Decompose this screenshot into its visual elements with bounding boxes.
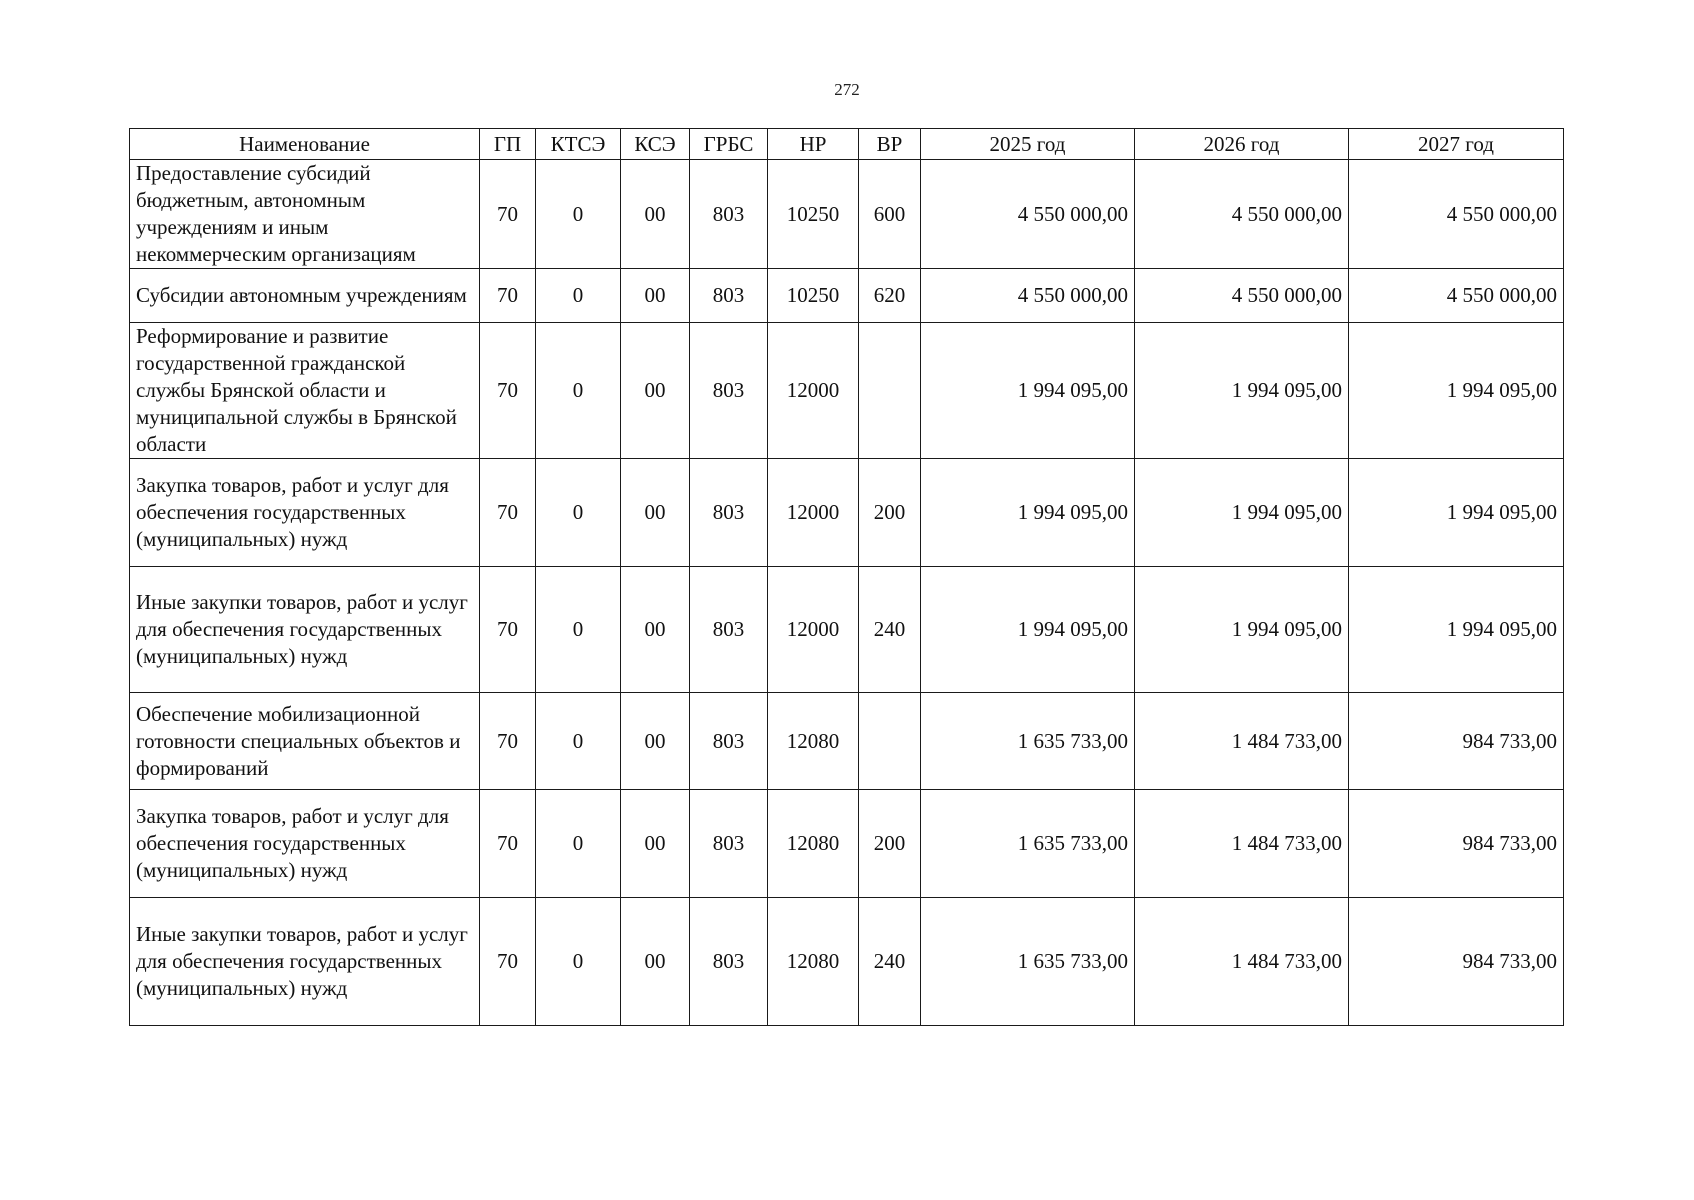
row-kse: 00 bbox=[621, 790, 690, 898]
row-vr: 240 bbox=[859, 567, 921, 693]
row-amount-2026: 4 550 000,00 bbox=[1135, 160, 1349, 269]
row-grbs: 803 bbox=[690, 160, 768, 269]
table-row bbox=[130, 898, 1564, 1026]
header-vr: ВР bbox=[859, 129, 921, 160]
table-row bbox=[130, 567, 1564, 693]
row-vr: 200 bbox=[859, 459, 921, 567]
table-row bbox=[130, 459, 1564, 567]
row-gp: 70 bbox=[480, 459, 536, 567]
row-kse: 00 bbox=[621, 898, 690, 1026]
row-nr: 12000 bbox=[768, 459, 859, 567]
row-kse: 00 bbox=[621, 160, 690, 269]
row-kse: 00 bbox=[621, 269, 690, 323]
row-amount-2025: 1 635 733,00 bbox=[921, 693, 1135, 790]
row-name: Предоставление субсидий бюджетным, автономным учреждениям и иным некоммерческим организациям bbox=[130, 160, 480, 269]
row-amount-2027: 984 733,00 bbox=[1349, 898, 1564, 1026]
row-grbs: 803 bbox=[690, 323, 768, 459]
row-amount-2027: 1 994 095,00 bbox=[1349, 459, 1564, 567]
row-grbs: 803 bbox=[690, 898, 768, 1026]
header-row bbox=[130, 129, 1564, 160]
row-amount-2026: 1 994 095,00 bbox=[1135, 567, 1349, 693]
row-amount-2025: 1 994 095,00 bbox=[921, 323, 1135, 459]
row-vr bbox=[859, 693, 921, 790]
row-nr: 12000 bbox=[768, 323, 859, 459]
table-row bbox=[130, 323, 1564, 459]
row-nr: 12080 bbox=[768, 898, 859, 1026]
row-ktse: 0 bbox=[536, 160, 621, 269]
row-grbs: 803 bbox=[690, 269, 768, 323]
row-amount-2026: 1 484 733,00 bbox=[1135, 790, 1349, 898]
header-grbs: ГРБС bbox=[690, 129, 768, 160]
row-ktse: 0 bbox=[536, 323, 621, 459]
row-name: Закупка товаров, работ и услуг для обеспечения государственных (муниципальных) нужд bbox=[130, 459, 480, 567]
table-row bbox=[130, 693, 1564, 790]
row-nr: 12080 bbox=[768, 790, 859, 898]
row-name: Обеспечение мобилизационной готовности специальных объектов и формирований bbox=[130, 693, 480, 790]
row-amount-2026: 1 484 733,00 bbox=[1135, 693, 1349, 790]
row-grbs: 803 bbox=[690, 693, 768, 790]
row-ktse: 0 bbox=[536, 567, 621, 693]
row-kse: 00 bbox=[621, 323, 690, 459]
row-amount-2025: 1 994 095,00 bbox=[921, 567, 1135, 693]
header-name: Наименование bbox=[130, 129, 480, 160]
row-amount-2025: 1 635 733,00 bbox=[921, 790, 1135, 898]
row-name: Иные закупки товаров, работ и услуг для обеспечения государственных (муниципальных) нужд bbox=[130, 898, 480, 1026]
row-gp: 70 bbox=[480, 160, 536, 269]
row-ktse: 0 bbox=[536, 898, 621, 1026]
header-nr: НР bbox=[768, 129, 859, 160]
header-ktse: КТСЭ bbox=[536, 129, 621, 160]
row-amount-2026: 4 550 000,00 bbox=[1135, 269, 1349, 323]
row-ktse: 0 bbox=[536, 693, 621, 790]
page-number: 272 bbox=[834, 80, 860, 99]
row-amount-2025: 1 994 095,00 bbox=[921, 459, 1135, 567]
row-kse: 00 bbox=[621, 693, 690, 790]
row-ktse: 0 bbox=[536, 459, 621, 567]
row-grbs: 803 bbox=[690, 567, 768, 693]
row-vr: 620 bbox=[859, 269, 921, 323]
row-gp: 70 bbox=[480, 269, 536, 323]
row-name: Реформирование и развитие государственной гражданской службы Брянской области и муниципальной службы в Брянской области bbox=[130, 323, 480, 459]
row-gp: 70 bbox=[480, 323, 536, 459]
row-amount-2026: 1 994 095,00 bbox=[1135, 323, 1349, 459]
header-kse: КСЭ bbox=[621, 129, 690, 160]
row-amount-2026: 1 994 095,00 bbox=[1135, 459, 1349, 567]
row-amount-2025: 4 550 000,00 bbox=[921, 269, 1135, 323]
row-ktse: 0 bbox=[536, 790, 621, 898]
row-grbs: 803 bbox=[690, 459, 768, 567]
row-nr: 12080 bbox=[768, 693, 859, 790]
row-name: Закупка товаров, работ и услуг для обеспечения государственных (муниципальных) нужд bbox=[130, 790, 480, 898]
row-amount-2027: 4 550 000,00 bbox=[1349, 160, 1564, 269]
table-row bbox=[130, 160, 1564, 269]
table-row bbox=[130, 269, 1564, 323]
row-nr: 12000 bbox=[768, 567, 859, 693]
row-name: Субсидии автономным учреждениям bbox=[130, 269, 480, 323]
row-amount-2025: 4 550 000,00 bbox=[921, 160, 1135, 269]
row-vr bbox=[859, 323, 921, 459]
row-kse: 00 bbox=[621, 459, 690, 567]
row-amount-2027: 984 733,00 bbox=[1349, 790, 1564, 898]
row-amount-2027: 1 994 095,00 bbox=[1349, 567, 1564, 693]
row-gp: 70 bbox=[480, 898, 536, 1026]
row-gp: 70 bbox=[480, 790, 536, 898]
row-gp: 70 bbox=[480, 567, 536, 693]
row-vr: 240 bbox=[859, 898, 921, 1026]
header-2026: 2026 год bbox=[1135, 129, 1349, 160]
row-ktse: 0 bbox=[536, 269, 621, 323]
header-gp: ГП bbox=[480, 129, 536, 160]
row-vr: 600 bbox=[859, 160, 921, 269]
row-kse: 00 bbox=[621, 567, 690, 693]
header-2027: 2027 год bbox=[1349, 129, 1564, 160]
row-nr: 10250 bbox=[768, 269, 859, 323]
header-2025: 2025 год bbox=[921, 129, 1135, 160]
row-vr: 200 bbox=[859, 790, 921, 898]
row-name: Иные закупки товаров, работ и услуг для обеспечения государственных (муниципальных) нужд bbox=[130, 567, 480, 693]
row-grbs: 803 bbox=[690, 790, 768, 898]
table-row bbox=[130, 790, 1564, 898]
row-amount-2027: 4 550 000,00 bbox=[1349, 269, 1564, 323]
row-nr: 10250 bbox=[768, 160, 859, 269]
row-amount-2027: 1 994 095,00 bbox=[1349, 323, 1564, 459]
row-amount-2027: 984 733,00 bbox=[1349, 693, 1564, 790]
row-amount-2025: 1 635 733,00 bbox=[921, 898, 1135, 1026]
row-amount-2026: 1 484 733,00 bbox=[1135, 898, 1349, 1026]
row-gp: 70 bbox=[480, 693, 536, 790]
budget-table bbox=[129, 128, 1564, 1026]
